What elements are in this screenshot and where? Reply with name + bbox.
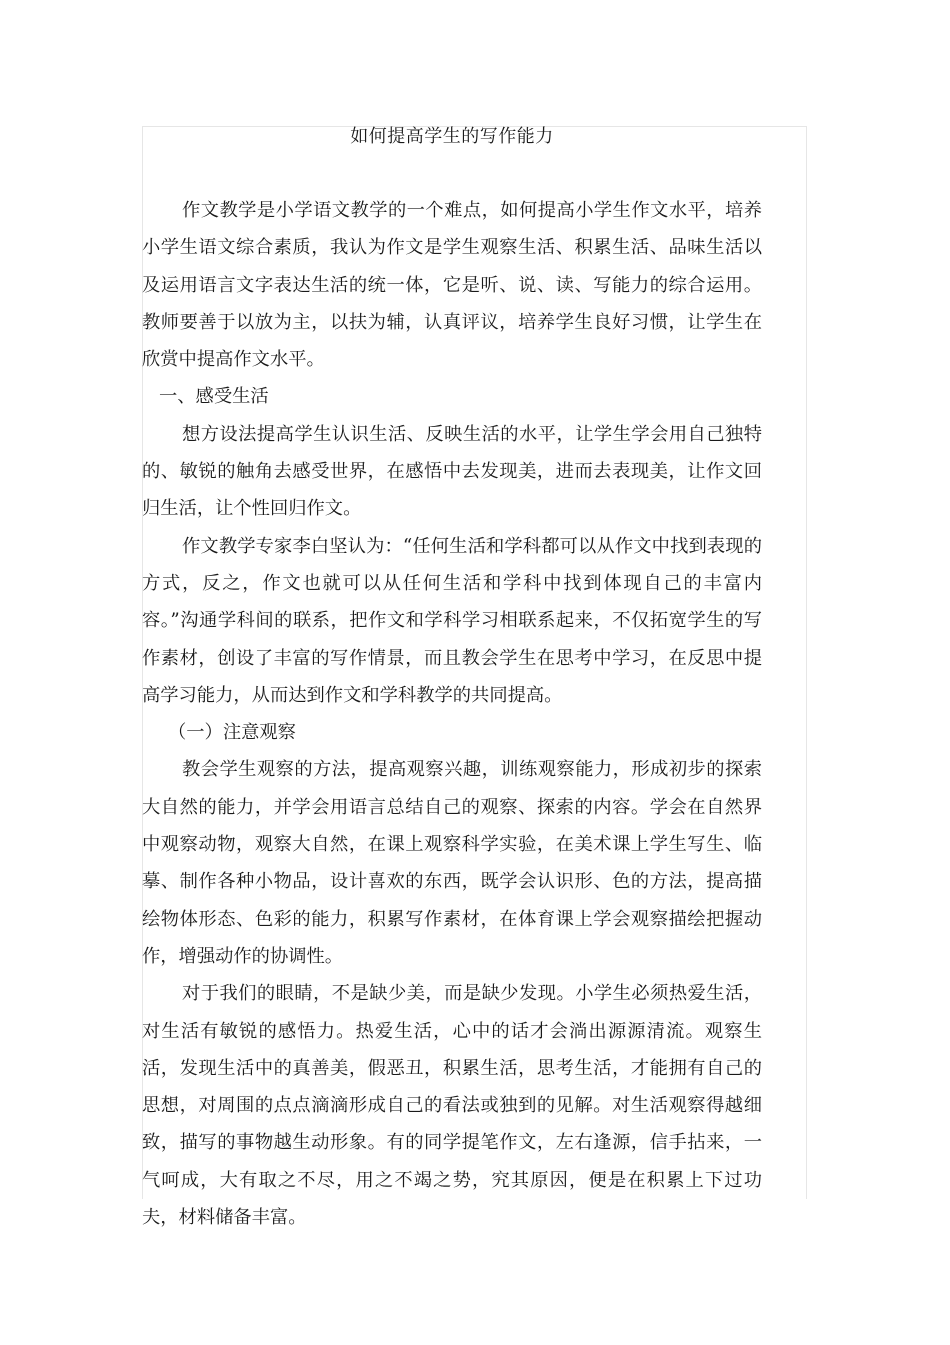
page-frame-right-border <box>806 126 807 1199</box>
body-paragraph: 对于我们的眼睛，不是缺少美，而是缺少发现。小学生必须热爱生活，对生活有敏锐的感悟力。热爱生活，心中的话才会淌出源源清流。观察生活，发现生活中的真善美，假恶丑，积累生活，思考生活，才能拥有自己的思想，对周围的点点滴滴形成自己的看法或独到的见解。对生活观察得越细致，描写的事物越生动形象。有的同学提笔作文，左右逢源，信手拈来，一气呵成，大有取之不尽，用之不竭之势，究其原因，便是在积累上下过功夫，材料储备丰富。 <box>142 983 762 1229</box>
document-body <box>142 192 762 1236</box>
document-title: 如何提高学生的写作能力 <box>350 126 554 147</box>
body-paragraph: 想方设法提高学生认识生活、反映生活的水平，让学生学会用自己独特的、敏锐的触角去感受世界，在感悟中去发现美，进而去表现美，让作文回归生活，让个性回归作文。 <box>142 423 762 520</box>
intro-paragraph: 作文教学是小学语文教学的一个难点，如何提高小学生作文水平，培养小学生语文综合素质，我认为作文是学生观察生活、积累生活、品味生活以及运用语言文字表达生活的统一体，它是听、说、读、写能力的综合运用。教师要善于以放为主，以扶为辅，认真评议，培养学生良好习惯，让学生在欣赏中提高作文水平。 <box>142 200 762 371</box>
subsection-heading-observe: （一）注意观察 <box>168 722 296 744</box>
quote-paragraph: 作文教学专家李白坚认为：“任何生活和学科都可以从作文中找到表现的方式，反之，作文也就可以从任何生活和学科中找到体现自己的丰富内容。”沟通学科间的联系，把作文和学科学习相联系起来，不仅拓宽学生的写作素材，创设了丰富的写作情景，而且教会学生在思考中学习，在反思中提高学习能力，从而达到作文和学科教学的共同提高。 <box>142 535 762 706</box>
section-heading-feel-life: 一、感受生活 <box>159 386 269 408</box>
body-paragraph: 教会学生观察的方法，提高观察兴趣，训练观察能力，形成初步的探索大自然的能力，并学会用语言总结自己的观察、探索的内容。学会在自然界中观察动物，观察大自然，在课上观察科学实验，在美术课上学生写生、临摹、制作各种小物品，设计喜欢的东西，既学会认识形、色的方法，提高描绘物体形态、色彩的能力，积累写作素材，在体育课上学会观察描绘把握动作，增强动作的协调性。 <box>142 759 762 967</box>
